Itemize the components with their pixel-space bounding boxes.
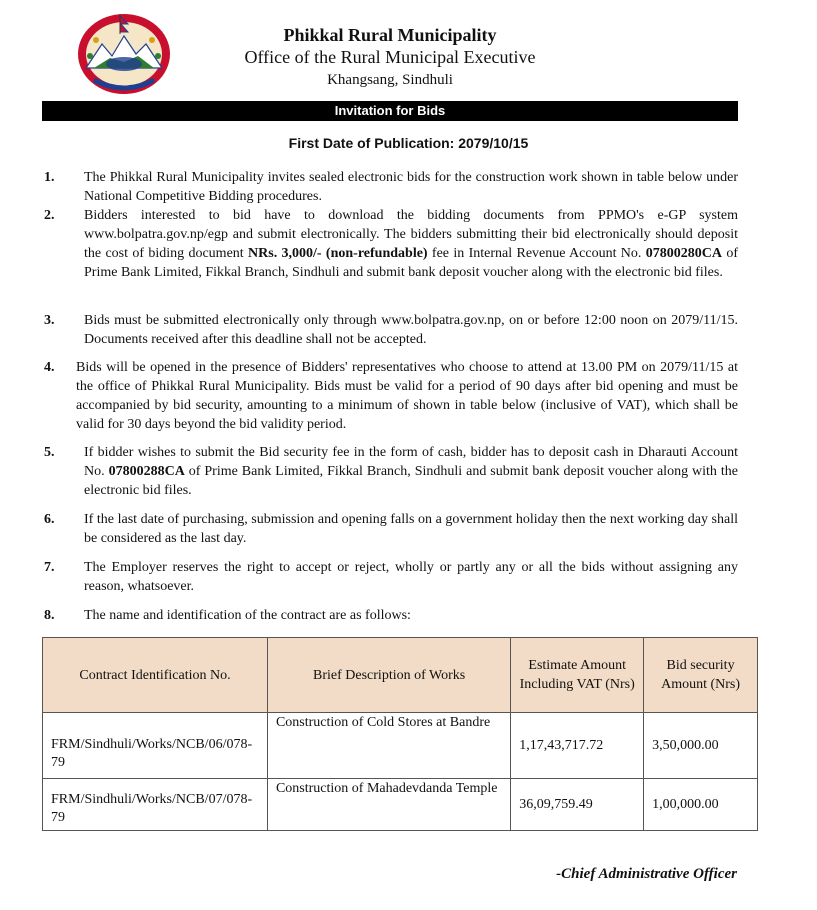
clause-number: 7.: [44, 560, 55, 575]
clause-text: If bidder wishes to submit the Bid security fee in the form of cash, bidder has to deposit cash in Dharauti Account No. 07800288CA of Prime Bank Limited, Fikkal Branch, Sindhuli and submit bank deposit voucher along with the electronic bid files.: [84, 445, 738, 498]
clause-text: Bids must be submitted electronically only through www.bolpatra.gov.np, on or before 12:00 noon on 2079/11/15. Documents received after this deadline shall not be accepted.: [84, 313, 738, 347]
clause-number: 2.: [44, 208, 55, 223]
clause-text: The name and identification of the contract are as follows:: [84, 608, 411, 623]
clause-number: 6.: [44, 512, 55, 527]
signatory: -Chief Administrative Officer: [556, 866, 737, 882]
clause-text: Bidders interested to bid have to download the bidding documents from PPMO's e-GP system www.bolpatra.gov.np/egp and submit electronically. The bidders submitting their bid electronically should deposit the cost of biding document NRs. 3,000/- (non-refundable) fee in Internal Revenue Account No. 07800280CA of Prime Bank Limited, Fikkal Branch, Sindhuli and submit bank deposit voucher along with the electronic bid files.: [84, 208, 738, 280]
contract-table: [42, 637, 758, 831]
column-header: Bid security Amount (Nrs): [644, 638, 758, 713]
clause-text: If the last date of purchasing, submission and opening falls on a government holiday then the next working day shall be considered as the last day.: [84, 512, 738, 546]
clause-number: 1.: [44, 170, 55, 185]
clause-number: 8.: [44, 608, 55, 623]
dharauti-account-number: 07800288CA: [108, 464, 185, 479]
table-row: [43, 779, 758, 831]
bid-security-amount: 3,50,000.00: [644, 713, 758, 779]
work-description: Construction of Cold Stores at Bandre: [267, 713, 510, 779]
publication-date: First Date of Publication: 2079/10/15: [288, 135, 529, 151]
work-description: Construction of Mahadevdanda Temple: [267, 779, 510, 831]
contract-id: FRM/Sindhuli/Works/NCB/07/078-79: [43, 779, 268, 831]
bid-security-amount: 1,00,000.00: [644, 779, 758, 831]
clause-number: 5.: [44, 445, 55, 460]
clause-text: The Phikkal Rural Municipality invites sealed electronic bids for the construction work shown in table below under National Competitive Bidding procedures.: [84, 170, 738, 204]
estimate-amount: 36,09,759.49: [511, 779, 644, 831]
office-name: Office of the Rural Municipal Executive: [244, 47, 536, 67]
notice-title-banner: Invitation for Bids: [42, 101, 738, 121]
estimate-amount: 1,17,43,717.72: [511, 713, 644, 779]
revenue-account-number: 07800280CA: [645, 246, 722, 261]
clause-text: Bids will be opened in the presence of Bidders' representatives who choose to attend at 13.00 PM on 2079/11/15 at the office of Phikkal Rural Municipality. Bids must be valid for a period of 90 days after bid opening and must be accompanied by bid security, amounting to a minimum of shown in table below (inclusive of VAT), which shall be valid for 30 days beyond the bid validity period.: [76, 360, 738, 432]
contract-id: FRM/Sindhuli/Works/NCB/06/078-79: [43, 713, 268, 779]
clause-text: The Employer reserves the right to accept or reject, wholly or partly any or all the bids without assigning any reason, whatsoever.: [84, 560, 738, 594]
office-location: Khangsang, Sindhuli: [327, 72, 453, 88]
letterhead: [0, 0, 817, 100]
table-header-row: [43, 638, 758, 713]
document-fee: NRs. 3,000/- (non-refundable): [248, 246, 428, 261]
clause-number: 4.: [44, 360, 55, 375]
municipality-name: Phikkal Rural Municipality: [283, 25, 497, 45]
column-header: Brief Description of Works: [267, 638, 510, 713]
table-row: [43, 713, 758, 779]
clause-number: 3.: [44, 313, 55, 328]
column-header: Estimate Amount Including VAT (Nrs): [511, 638, 644, 713]
column-header: Contract Identification No.: [43, 638, 268, 713]
nepal-emblem-icon: [76, 10, 172, 96]
